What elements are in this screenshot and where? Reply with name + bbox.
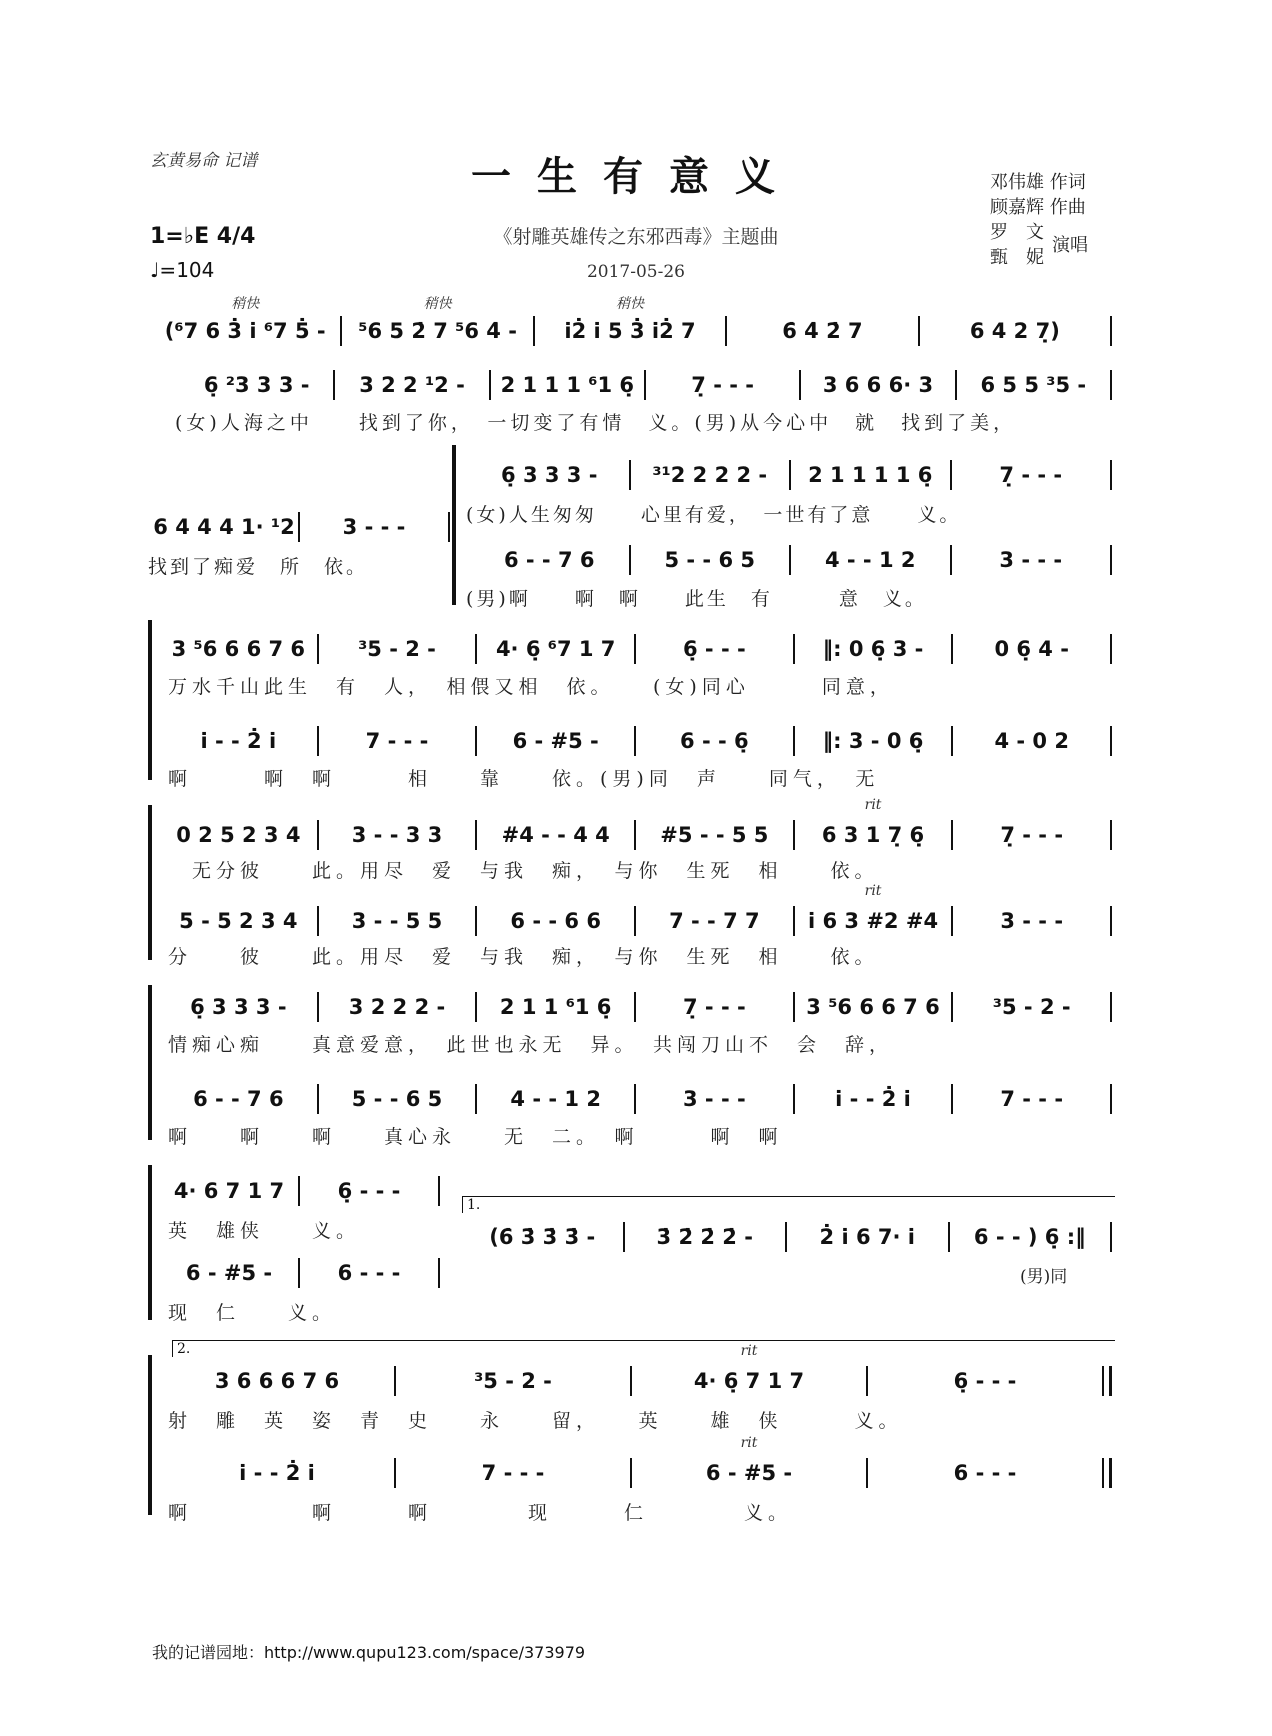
- measure: 4· 6̣ ⁶7 1 7: [495, 637, 616, 661]
- measure: 6 - - 7 6: [503, 548, 595, 572]
- measure-notes: i̇2̇ i̇ 5 3̇ i̇2̇ 7: [564, 319, 696, 343]
- measure: 7̣ - - -: [1000, 823, 1064, 847]
- measure: 4 - 0 2: [994, 729, 1069, 753]
- measure: [632, 1343, 866, 1393]
- barline: [438, 1176, 440, 1206]
- measure: 6 4 2 7̣): [969, 319, 1060, 343]
- measure: ³5 - 2 -: [358, 637, 436, 661]
- measure-notes: 6 - #5 -: [705, 1461, 793, 1485]
- lyrics-line: 现 仁 义。: [168, 1302, 337, 1324]
- lyrics-line: 万水千山此生 有 人， 相偎又相 依。 (女)同心 同意，: [168, 676, 894, 698]
- measure: 3 - - -: [342, 515, 406, 539]
- barline: [1110, 906, 1112, 936]
- measure: 0 6̣ 4 -: [994, 637, 1069, 661]
- expression-mark: rit: [864, 797, 882, 813]
- measure: 6 4 4 4 1· ¹2: [153, 515, 295, 539]
- singers: [990, 220, 1088, 270]
- barline: [1110, 634, 1112, 664]
- measure: 2 1 1 1 ⁶1 6̣: [500, 373, 635, 397]
- intro-line: [150, 296, 1112, 346]
- upper-voice-line: [160, 992, 1112, 1022]
- lyricist: 邓伟雄 作词: [990, 172, 1086, 193]
- measure: ³5 - 2 -: [992, 995, 1071, 1019]
- measure: ‖: 0 6̣ 3 -: [822, 637, 924, 661]
- measure: 3 2 2 ¹2 -: [359, 373, 465, 397]
- measure: 3 - - -: [683, 1087, 746, 1111]
- measure: 2̇ i̇ 6 7· i̇: [819, 1225, 915, 1249]
- upper-voice-line: [160, 634, 1112, 664]
- measure: 3̇ 2̇ 2̇ 2̇ -: [656, 1225, 753, 1249]
- system-brace: [148, 985, 152, 1140]
- measure-notes: (⁶7 6 3̇ i̇ ⁶7 5̇ -: [164, 319, 326, 343]
- measure: 3 - - -: [1000, 909, 1064, 933]
- second-ending-bracket: 2.: [172, 1340, 1115, 1357]
- measure: 5 - 5 2 3 4: [179, 909, 298, 933]
- measure: 6 - - 6̣: [680, 729, 749, 753]
- measure: 7 - - -: [1000, 1087, 1064, 1111]
- first-ending-bracket: 1.: [462, 1196, 1115, 1213]
- system-brace: [148, 1165, 152, 1320]
- system-brace: [148, 620, 152, 780]
- measure: 6̣ - - -: [953, 1369, 1017, 1393]
- measure: 3 - - 5 5: [351, 909, 443, 933]
- measure: 6̣ - - -: [683, 637, 746, 661]
- system-brace: [148, 805, 152, 960]
- measure: i̇ - - 2̇ i̇: [835, 1087, 911, 1111]
- barline: [1110, 370, 1112, 400]
- upper-voice-line: [160, 797, 1112, 850]
- duet-male-line: [470, 545, 1112, 575]
- barline: [448, 512, 450, 542]
- measure: 6 - #5 -: [512, 729, 599, 753]
- verse-line-2: [150, 512, 450, 542]
- barline: [1102, 1458, 1112, 1488]
- lyrics-line: 找到了痴爱 所 依。: [148, 556, 369, 578]
- measure: 6 5 5 ³5 -: [980, 373, 1087, 397]
- measure: 3 6 6 6 7 6: [214, 1369, 340, 1393]
- expression-mark: 稍快: [423, 296, 452, 312]
- measure: 6 - - -: [337, 1261, 401, 1285]
- measure: 6̣ 3 3 3 -: [501, 463, 598, 487]
- measure: 3 6 6 6· 3: [822, 373, 934, 397]
- expression-mark: rit: [740, 1435, 758, 1451]
- measure-notes: 4· 6̣ 7 1 7: [693, 1369, 805, 1393]
- system-brace: [452, 445, 456, 605]
- barline: [1110, 820, 1112, 850]
- measure: 5 - - 6 5: [351, 1087, 443, 1111]
- barline: [1102, 1366, 1112, 1396]
- barline: [438, 1258, 440, 1288]
- singer-2: 甄 妮: [990, 247, 1044, 268]
- barline: [1110, 460, 1112, 490]
- barline: [1110, 316, 1112, 346]
- measure-notes: ⁵6 5 2̇ 7 ⁵6 4̇ -: [358, 319, 517, 343]
- measure: 7 - - -: [481, 1461, 545, 1485]
- measure: 6 - - ) 6̣ :‖: [973, 1225, 1086, 1249]
- measure: 3 2 2 2 -: [348, 995, 446, 1019]
- lyrics-line: 情痴心痴 真意爱意， 此世也永无 异。 共闯刀山不 会 辞，: [168, 1034, 894, 1056]
- tempo-marking: ♩=104: [150, 258, 215, 282]
- lyrics-line: (男)同: [1020, 1267, 1068, 1287]
- measure: 4· 6 7 1 7: [173, 1179, 285, 1203]
- expression-mark: rit: [740, 1343, 758, 1359]
- measure: 3 - - -: [999, 548, 1063, 572]
- lyrics-line: 啊 啊 啊 相 靠 依。(男)同 声 同气， 无: [168, 768, 880, 790]
- measure: [795, 883, 952, 933]
- upper-voice-line: [160, 1343, 1112, 1396]
- measure: ‖: 3 - 0 6̣: [822, 729, 924, 753]
- lyrics-line: 射 雕 英 姿 青 史 永 留， 英 雄 侠 义。: [168, 1410, 903, 1432]
- measure: [632, 1435, 866, 1485]
- lyrics-line: 英 雄侠 义。: [168, 1220, 361, 1242]
- measure: ³5 - 2 -: [474, 1369, 552, 1393]
- barline: [1110, 1222, 1112, 1252]
- measure: [795, 797, 952, 847]
- duet-female-line: [470, 460, 1112, 490]
- song-title: 一生有意义: [471, 153, 801, 200]
- measure: 5 - - 6 5: [664, 548, 755, 572]
- barline: [1110, 992, 1112, 1022]
- measure: 6 - - -: [953, 1461, 1017, 1485]
- measure: [342, 296, 532, 343]
- measure: i̇ - - 2̇ i̇: [239, 1461, 315, 1485]
- measure: 7̣ - - -: [999, 463, 1063, 487]
- key-signature: 1=♭E 4/4: [150, 224, 256, 249]
- expression-mark: 稍快: [616, 296, 645, 312]
- transcriber-credit: 玄黄易命 记谱: [150, 151, 258, 171]
- measure: 7̣ - - -: [691, 373, 754, 397]
- lyrics-line: (男)啊 啊 啊 此生 有 意 义。: [466, 588, 927, 610]
- measure: 6 - #5 -: [185, 1261, 273, 1285]
- measure: 6̣ - - -: [337, 1179, 401, 1203]
- measure: 6 - - 6 6: [510, 909, 601, 933]
- measure: 0 2 5 2 3 4: [176, 823, 301, 847]
- measure: 6 - - 7 6: [193, 1087, 284, 1111]
- measure: i̇ - - 2̇ i̇: [200, 729, 277, 753]
- measure: 4 - - 1 2: [824, 548, 916, 572]
- measure: 7 - - -: [365, 729, 429, 753]
- measure: 6̣ ²3 3 3 -: [203, 373, 310, 397]
- lyrics-line: 分 彼 此。用尽 爱 与我 痴， 与你 生死 相 依。: [168, 946, 879, 968]
- barline: [1110, 1084, 1112, 1114]
- lower-voice-line: [160, 883, 1112, 936]
- credits: [990, 170, 1088, 270]
- barline: [1110, 545, 1112, 575]
- measure: 7̣ - - -: [683, 995, 746, 1019]
- measure: [535, 296, 725, 343]
- measure: 2 1 1 ⁶1 6̣: [499, 995, 612, 1019]
- expression-mark: 稍快: [231, 296, 260, 312]
- system-brace: [148, 1355, 152, 1515]
- lower-voice-line: [160, 726, 1112, 756]
- measure: 6̣ 3 3 3 -: [190, 995, 287, 1019]
- singer-1: 罗 文: [990, 222, 1044, 243]
- measure: ³¹2 2 2 2 -: [652, 463, 768, 487]
- lower-voice-line: [160, 1084, 1112, 1114]
- verse-line-1: [180, 370, 1112, 400]
- barline: [1110, 726, 1112, 756]
- expression-mark: rit: [864, 883, 882, 899]
- lyrics-line: (女)人海之中 找到了你， 一切变了有情 义。(男)从今心中 就 找到了美，: [175, 412, 1017, 434]
- composer: 顾嘉辉 作曲: [990, 197, 1086, 218]
- lyrics-line: 无分彼 此。用尽 爱 与我 痴， 与你 生死 相 依。: [168, 860, 879, 882]
- lower-voice-line: [160, 1435, 1112, 1488]
- measure-notes: 6 3 1 7̣ 6̣: [821, 823, 925, 847]
- lyrics-line: 啊 啊 啊 现 仁 义。: [168, 1502, 793, 1524]
- upper-voice-line: [160, 1176, 440, 1206]
- measure-notes: i̇ 6 3 #2 #4: [807, 909, 939, 933]
- measure: 3 ⁵6 6 6 7 6: [806, 995, 940, 1019]
- measure: 3 ⁵6 6 6 7 6: [171, 637, 306, 661]
- measure: 7 - - 7 7: [669, 909, 760, 933]
- score-date: 2017-05-26: [586, 262, 685, 282]
- lyrics-line: (女)人生匆匆 心里有爱， 一世有了意 义。: [466, 504, 962, 526]
- lower-voice-line: [160, 1258, 440, 1288]
- measure: [150, 296, 340, 343]
- measure: #4 - - 4 4: [501, 823, 610, 847]
- measure: 6̇ 4̇ 2̇ 7: [782, 319, 863, 343]
- measure: 3 - - 3 3: [351, 823, 443, 847]
- first-ending-line: [462, 1222, 1112, 1252]
- measure: 4 - - 1 2: [510, 1087, 601, 1111]
- sing-label: 演唱: [1052, 234, 1088, 256]
- measure: #5 - - 5 5: [660, 823, 769, 847]
- footer-link[interactable]: 我的记谱园地：http://www.qupu123.com/space/373979: [152, 1643, 586, 1662]
- measure: (6̇ 3̇ 3̇ 3̇ -: [489, 1225, 596, 1249]
- lyrics-line: 啊 啊 啊 真心永 无 二。 啊 啊 啊: [168, 1126, 783, 1148]
- song-subtitle: 《射雕英雄传之东邪西毒》主题曲: [493, 226, 779, 248]
- measure: 2 1 1 1 1 6̣: [808, 463, 933, 487]
